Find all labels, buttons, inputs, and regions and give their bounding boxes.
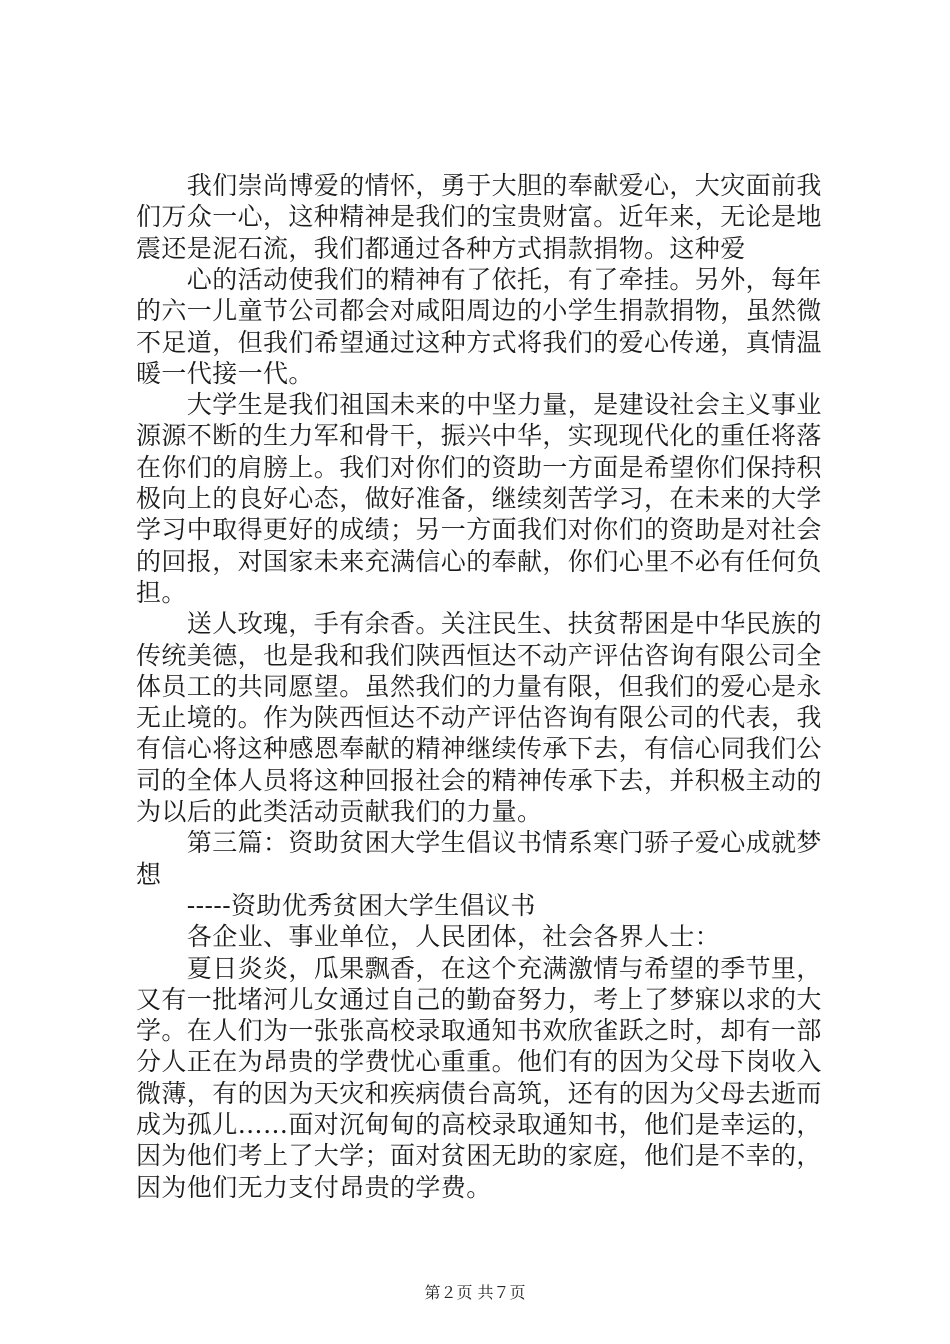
text-line: 因为他们考上了大学；面对贫困无助的家庭，他们是不幸的， xyxy=(136,1141,822,1171)
text-line: 大学生是我们祖国未来的中坚力量，是建设社会主义事业 xyxy=(136,390,822,420)
text-line: 夏日炎炎，瓜果飘香，在这个充满激情与希望的季节里， xyxy=(136,953,822,983)
text-line: 又有一批堵河儿女通过自己的勤奋努力，考上了梦寐以求的大 xyxy=(136,984,822,1014)
section-heading-line: 第三篇：资助贫困大学生倡议书情系寒门骄子爱心成就梦 xyxy=(136,828,822,858)
page-number-footer: 第２页 共７页 xyxy=(424,1283,526,1302)
text-line: 为以后的此类活动贡献我们的力量。 xyxy=(136,797,543,826)
text-line: 无止境的。作为陕西恒达不动产评估咨询有限公司的代表，我 xyxy=(136,703,822,733)
text-line: 送人玫瑰，手有余香。关注民生、扶贫帮困是中华民族的 xyxy=(136,609,822,639)
text-line: 暖一代接一代。 xyxy=(136,358,314,388)
text-line: 学习中取得更好的成绩；另一方面我们对你们的资助是对社会 xyxy=(136,515,822,545)
text-line: 因为他们无力支付昂贵的学费。 xyxy=(136,1172,492,1202)
text-line: 传统美德，也是我和我们陕西恒达不动产评估咨询有限公司全 xyxy=(136,640,822,670)
text-line: 的回报，对国家未来充满信心的奉献，你们心里不必有任何负 xyxy=(136,546,822,576)
text-line: 在你们的肩膀上。我们对你们的资助一方面是希望你们保持积 xyxy=(136,452,822,482)
text-line: 极向上的良好心态，做好准备，继续刻苦学习，在未来的大学 xyxy=(136,484,822,513)
text-line: 震还是泥石流，我们都通过各种方式捐款捐物。这种爱 xyxy=(136,233,746,263)
text-line: 心的活动使我们的精神有了依托，有了牵挂。另外，每年 xyxy=(136,264,822,294)
text-line: 不足道，但我们希望通过这种方式将我们的爱心传递，真情温 xyxy=(136,327,822,357)
text-line: 我们崇尚博爱的情怀，勇于大胆的奉献爱心，大灾面前我 xyxy=(136,171,822,200)
text-line: 担。 xyxy=(136,577,187,607)
text-line: 体员工的共同愿望。虽然我们的力量有限，但我们的爱心是永 xyxy=(136,671,822,701)
text-line: 微薄，有的因为天灾和疾病债台高筑，还有的因为父母去逝而 xyxy=(136,1078,822,1108)
text-line: 们万众一心，这种精神是我们的宝贵财富。近年来，无论是地 xyxy=(136,202,822,232)
text-line: 有信心将这种感恩奉献的精神继续传承下去，有信心同我们公 xyxy=(136,734,822,764)
text-line: 成为孤儿……面对沉甸甸的高校录取通知书，他们是幸运的， xyxy=(136,1110,822,1139)
salutation-line: 各企业、事业单位，人民团体，社会各界人士： xyxy=(136,922,721,952)
text-line: 的六一儿童节公司都会对咸阳周边的小学生捐款捐物，虽然微 xyxy=(136,296,822,326)
text-line: 源源不断的生力军和骨干，振兴中华，实现现代化的重任将落 xyxy=(136,421,822,451)
section-heading-line: 想 xyxy=(136,859,162,889)
text-line: 分人正在为昂贵的学费忧心重重。他们有的因为父母下岗收入 xyxy=(136,1047,822,1077)
text-line: 学。在人们为一张张高校录取通知书欢欣雀跃之时，却有一部 xyxy=(136,1016,822,1046)
subtitle-line: -----资助优秀贫困大学生倡议书 xyxy=(136,890,536,920)
text-line: 司的全体人员将这种回报社会的精神传承下去，并积极主动的 xyxy=(136,765,822,795)
